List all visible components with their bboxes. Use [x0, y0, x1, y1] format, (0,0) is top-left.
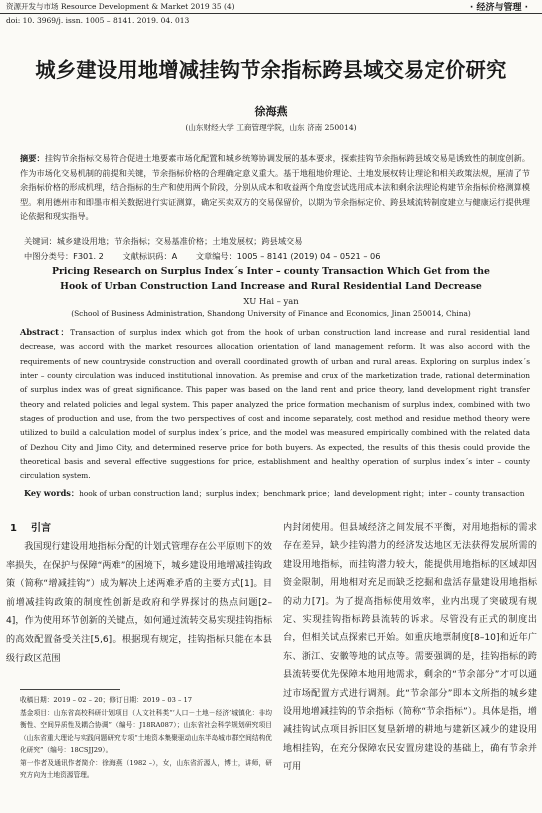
english-title-line-2: Hook of Urban Construction Land Increase and Rural Residential Land Decrease [60, 280, 482, 292]
body-right-column [283, 519, 537, 777]
section-label: · 经济与管理 · [469, 3, 528, 13]
document-code: 文献标识码：A [122, 251, 178, 261]
footnote-author-bio: 第一作者及通讯作者简介：徐海燕（1982 –），女，山东省沂源人，博士，讲师，研究方向为土地资源管理。 [20, 759, 272, 780]
journal-header: 资源开发与市场 Resource Development & Market 2019 35 (4) [6, 2, 235, 11]
section-number: 1 [10, 523, 17, 534]
clc-number: 中图分类号：F301. 2 [24, 251, 104, 261]
footnote-fund: 基金项目：山东省高校科研计划项目（人文社科类“‘人口－土地－经济’城镇化：非均衡性、空间异质性及耦合协调”（编号：J18RA087）；山东省社会科学规划研究项目（山东省重大理论与实践问题研究专项“土地资本集聚驱动山东半岛城市群空间结构优化研究”（编号：18CSJJ29）。 [20, 709, 272, 754]
header-rule [0, 13, 542, 14]
body-paragraph-left: 我国现行建设用地指标分配的计划式管理存在公平原则下的效率损失，在保护与保障“两难”的困境下，城乡建设用地增减挂钩政策（简称“增减挂钩”）成为解决上述两难矛盾的主要方式[1]。目前增减挂钩政策的制度性创新是政府和学界探讨的热点问题[2–4]，作为使用环节创新的关键点，如何通过流转交易实现挂钩指标的高效配置备受关注[5,6]。根据现有规定，挂钩指标只能在本县级行政区范围 [6, 542, 272, 664]
footnotes [20, 694, 272, 782]
english-title-line-1: Pricing Research on Surplus Index´s Inter – county Transaction Which Get from the [52, 266, 490, 277]
chinese-title: 城乡建设用地增减挂钩节余指标跨县域交易定价研究 [35, 58, 507, 82]
chinese-abstract [20, 151, 530, 224]
doi-line: doi: 10. 3969/j. issn. 1005 – 8141. 2019. 04. 013 [6, 16, 190, 25]
chinese-abstract-text: 挂钩节余指标交易符合促进土地要素市场化配置和城乡统筹协调发展的基本要求，探索挂钩节余指标跨县域交易是诱致性的制度创新。作为市场化交易机制的前提和关键，节余指标价格的合理确定意义重大。基于地租地价理论、土地发展权转让理论和相关政策法规，厘清了节余指标价格的形成机理，结合指标的生产和使用两个阶段，分别从成本和收益两个角度尝试选用成本法和剩余法理论构建节余指标价格测算模型。利用德州市和即墨市相关数据进行实证测算，确定买卖双方的交易保留价，以期为节余指标定价、跨县域流转制度建立与健康运行提供理论依据和现实指导。 [20, 153, 530, 222]
article-id: 文章编号：1005 – 8141 (2019) 04 – 0521 – 06 [195, 251, 381, 261]
english-keywords-text: hook of urban construction land；surplus index；benchmark price；land development right；inter – county transaction [79, 489, 525, 498]
english-abstract [20, 325, 530, 484]
chinese-keywords [24, 236, 534, 247]
english-title [0, 265, 542, 295]
english-affiliation: (School of Business Administration, Shandong University of Finance and Economics, Jinan 250014, China) [71, 309, 471, 318]
english-keywords [24, 488, 534, 499]
english-author: XU Hai – yan [243, 296, 299, 306]
section-title: 引言 [30, 523, 51, 534]
classification-line [24, 251, 534, 262]
chinese-keywords-text: 城乡建设用地；节余指标；交易基准价格；土地发展权；跨县域交易 [56, 236, 303, 246]
chinese-author: 徐海燕 [254, 105, 288, 118]
footnote-received: 收稿日期：2019 – 02 – 20；修订日期：2019 – 03 – 17 [20, 696, 193, 704]
english-keywords-label: Key words： [24, 488, 80, 498]
footnote-rule [20, 689, 120, 690]
body-paragraph-right: 内封闭使用。但县域经济之间发展不平衡，对用地指标的需求存在差异，缺少挂钩潜力的经济发达地区无法获得发展所需的建设用地指标，而挂钩潜力较大，能提供用地指标的区域却因资金限制，用地相对充足而缺乏挖掘和盘活存量建设用地指标的动力[7]。为了提高指标使用效率，业内出现了突破现有规定、实现挂钩指标跨县流转的诉求。尽管没有正式的制度出台，但相关试点探索已开始。如重庆地票制度[8–10]和近年广东、浙江、安徽等地的试点等。需要强调的是，挂钩指标的跨县流转要优先保障本地用地需求，剩余的“节余部分”才可以通过市场配置方式进行调剂。此“节余部分”即本文所指的城乡建设用地增减挂钩的节余指标（简称“节余指标”）。具体是指，增减挂钩试点项目拆旧区复垦新增的耕地与建新区减少的建设用地相挂钩，在充分保障农民安置房建设的基础上，确有节余并可用 [283, 523, 537, 773]
chinese-abstract-label: 摘要： [20, 153, 45, 163]
english-abstract-label: Abstract： [20, 327, 71, 337]
chinese-affiliation: (山东财经大学 工商管理学院，山东 济南 250014) [185, 123, 357, 132]
chinese-keywords-label: 关键词： [24, 236, 57, 246]
section-heading [10, 519, 272, 534]
english-abstract-text: Transaction of surplus index which got from the hook of urban construction land increase and rural residential land decrease, was accord with the market resources allocation orientation of land management reform. It was also accord with the requirements of new countryside construction and overall coordinated growth of urban and rural areas. Exploring on surplus index´s inter – county circulation was induced institutional innovation. As premise and crux of the marketization trade, rational determination of surplus index was of great significance. This paper was based on the land rent and price theory, land development right transfer theory and related policies and legal system. This paper analyzed the price formation mechanism of surplus index, combined with two stages of production and use, from the two perspectives of cost and income separately, cost method and residue method theory were utilized to build a calculation model of surplus index´s price, and the model was measured empirically combined with the related data of Dezhou City and Jimo City, and determined reserve price for both buyers. As expected, the results of this thesis could provide the theoretical basis and several effective suggestions for price, establishment and healthy operation of surplus index´s inter – county circulation system. [20, 328, 531, 481]
body-left-column [6, 519, 272, 668]
